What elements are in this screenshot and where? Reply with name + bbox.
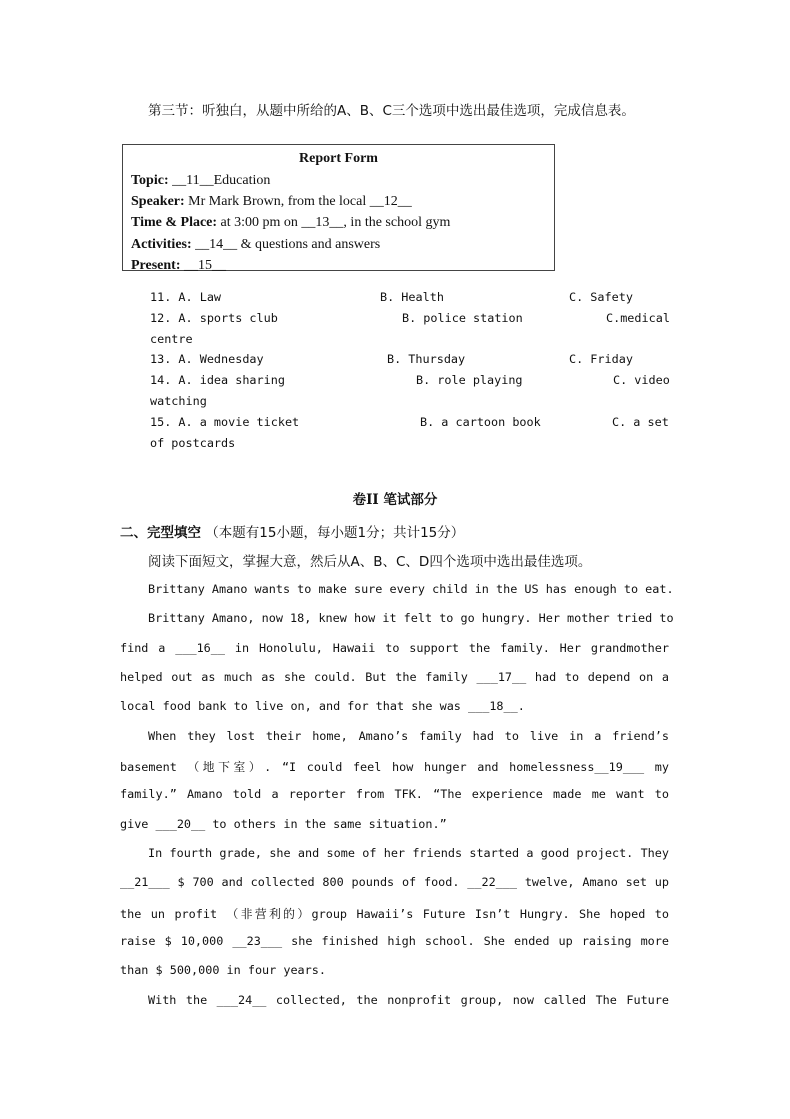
q14-option-b: B. role playing	[416, 373, 523, 387]
volume-title: 卷II 笔试部分	[352, 492, 438, 508]
passage-line: give ___20__ to others in the same situation.”	[120, 817, 447, 831]
report-row-time-place: Time & Place: at 3:00 pm on __13__, in the school gym	[131, 215, 451, 231]
report-form	[122, 144, 555, 271]
passage-line: With the ___24__ collected, the nonprofit group, now called The Future	[148, 993, 669, 1007]
passage-line: raise $ 10,000 __23___ she finished high school. She ended up raising more	[120, 934, 669, 948]
passage-line: __21___ $ 700 and collected 800 pounds of food. __22___ twelve, Amano set up	[120, 875, 669, 889]
q14-option-a: 14. A. idea sharing	[150, 373, 285, 387]
report-form-title: Report Form	[299, 151, 378, 166]
part2-heading	[120, 521, 464, 541]
cloze-instruction: 阅读下面短文，掌握大意，然后从A、B、C、D四个选项中选出最佳选项。	[148, 554, 592, 570]
q13-option-c: C. Friday	[569, 352, 633, 366]
passage-line: local food bank to live on, and for that she was ___18__.	[120, 699, 525, 713]
passage-line: Brittany Amano wants to make sure every child in the US has enough to eat.	[148, 582, 674, 596]
passage-line: In fourth grade, she and some of her friends started a good project. They	[148, 846, 669, 860]
q15-option-b: B. a cartoon book	[420, 415, 541, 429]
q15-option-c-wrap: of postcards	[150, 436, 236, 450]
q14-option-c: C. video	[613, 373, 670, 387]
passage-line: than $ 500,000 in four years.	[120, 963, 326, 977]
q11-option-a: 11. A. Law	[150, 290, 222, 304]
passage-line: the un profit （非营利的）group Hawaii’s Future Isn’t Hungry. She hoped to	[120, 907, 669, 921]
section3-heading: 第三节：听独白，从题中所给的A、B、C三个选项中选出最佳选项，完成信息表。	[148, 103, 635, 119]
q12-option-b: B. police station	[402, 311, 523, 325]
q15-option-c: C. a set	[612, 415, 669, 429]
report-row-activities: Activities: __14__ & questions and answers	[131, 236, 381, 252]
q12-option-c: C.medical	[606, 311, 670, 325]
q13-option-b: B. Thursday	[387, 352, 466, 366]
passage-line: find a ___16__ in Honolulu, Hawaii to support the family. Her grandmother	[120, 641, 669, 655]
report-row-present: Present: __15__	[131, 257, 226, 273]
part2-note: （本题有15小题，每小题1分；共计15分）	[205, 525, 465, 541]
passage-line: helped out as much as she could. But the family ___17__ had to depend on a	[120, 670, 669, 684]
q12-option-a: 12. A. sports club	[150, 311, 278, 325]
q14-option-c-wrap: watching	[150, 394, 207, 408]
q11-option-c: C. Safety	[569, 290, 633, 304]
part2-label: 二、完型填空	[120, 525, 201, 541]
q12-option-c-wrap: centre	[150, 332, 193, 346]
passage-line: family.” Amano told a reporter from TFK. “The experience made me want to	[120, 787, 669, 801]
q13-option-a: 13. A. Wednesday	[150, 352, 264, 366]
passage-line: basement （地下室）. “I could feel how hunger and homelessness__19___ my	[120, 760, 669, 774]
q11-option-b: B. Health	[380, 290, 444, 304]
passage-line: When they lost their home, Amano’s family had to live in a friend’s	[148, 729, 669, 743]
q15-option-a: 15. A. a movie ticket	[150, 415, 300, 429]
passage-line: Brittany Amano, now 18, knew how it felt to go hungry. Her mother tried to	[148, 611, 674, 625]
report-row-topic: Topic: __11__Education	[131, 173, 271, 188]
report-row-speaker: Speaker: Mr Mark Brown, from the local __12__	[131, 194, 412, 210]
